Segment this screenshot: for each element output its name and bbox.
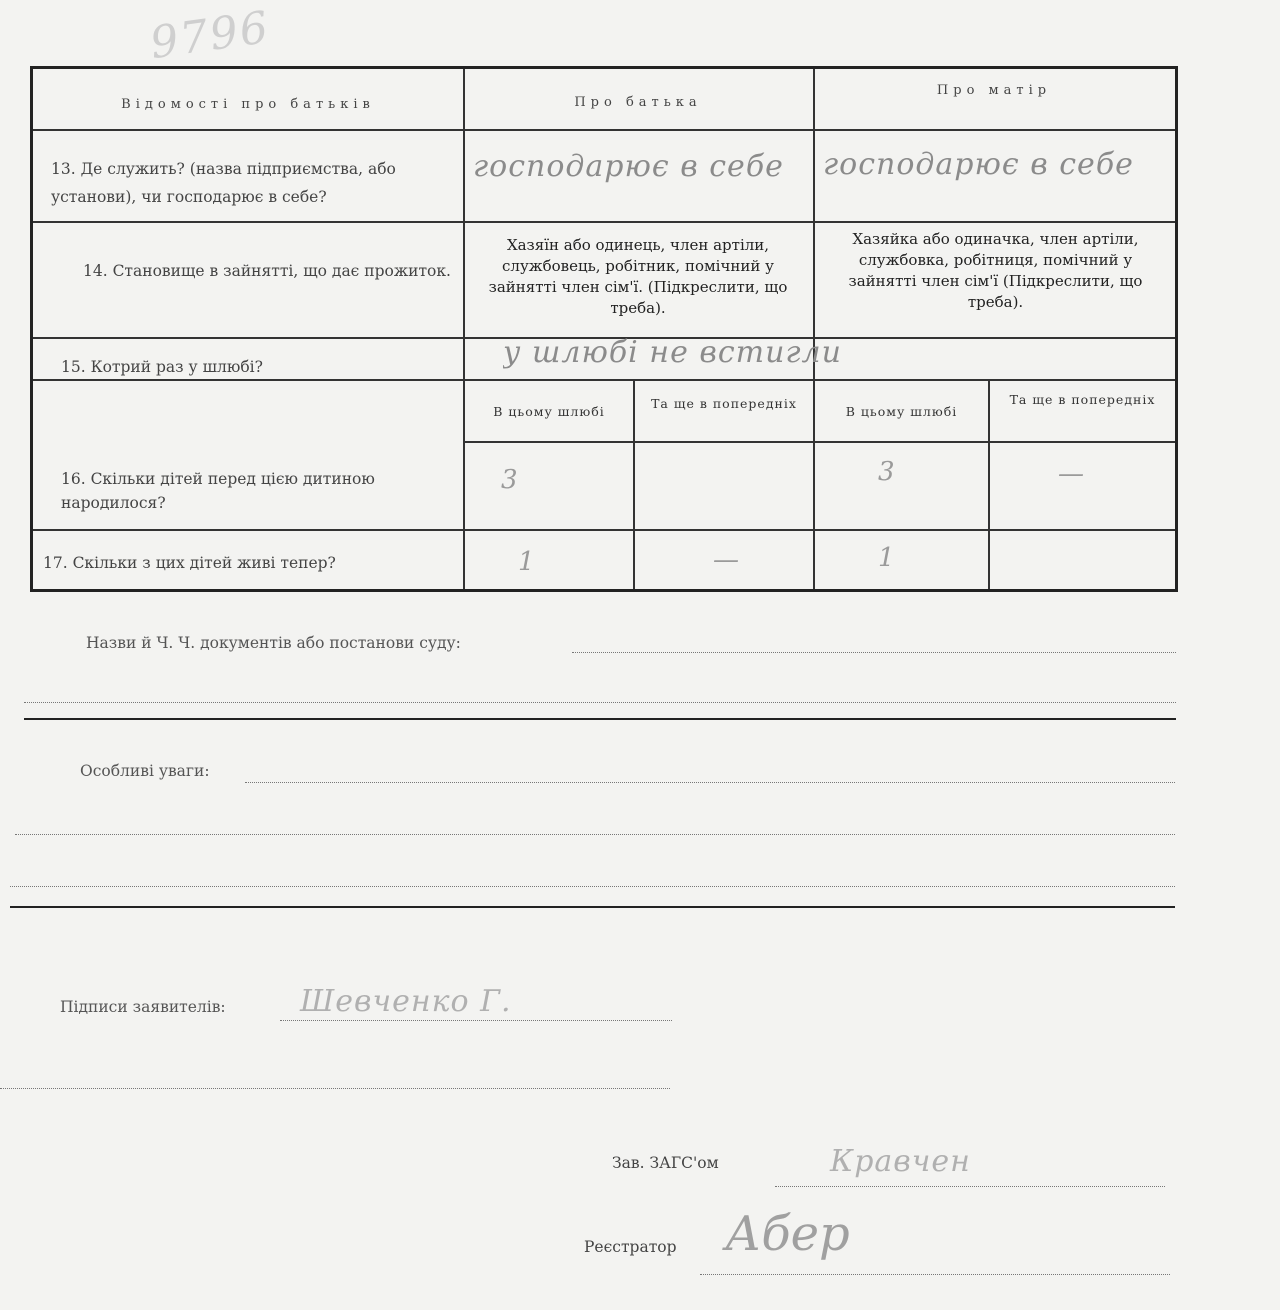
q17-father-current: 1 [518, 547, 535, 577]
zags-head-label: Зав. ЗАГС'ом [612, 1154, 719, 1172]
table-divider [463, 69, 465, 589]
section-divider [24, 718, 1176, 720]
subheader-father-current: В цьому шлюбі [493, 404, 605, 419]
q14-mother-options: Хазяйка або одиначка, член артіли, службовка, робітниця, помічний у зайнятті член сім'ї (Підкреслити, що треба). [848, 230, 1143, 311]
q14-father-options: Хазяїн або одинець, член артіли, службовець, робітник, помічний у зайнятті член сім'ї. (Підкреслити, що треба). [488, 236, 788, 317]
table-divider [463, 441, 1175, 443]
applicant-signature-label: Підписи заявителів: [60, 998, 226, 1016]
applicant-signature-line [280, 1020, 672, 1021]
remarks-label: Особливі уваги: [80, 762, 210, 780]
q14-label: 14. Становище в зайнятті, що дає прожиток. [83, 262, 451, 280]
documents-label: Назви й Ч. Ч. документів або постанови суду: [86, 634, 461, 652]
section-divider [10, 906, 1175, 908]
table-divider [33, 129, 1175, 131]
q13-label: 13. Де служить? (назва підприємства, або установи), чи господарює в себе? [51, 160, 396, 206]
documents-line [572, 652, 1176, 653]
table-divider [813, 69, 815, 589]
subheader-mother-current: В цьому шлюбі [845, 404, 958, 419]
pencil-note: 9796 [147, 1, 273, 70]
q17-father-previous: — [713, 545, 739, 575]
q16-mother-previous: — [1058, 459, 1084, 489]
q16-label: 16. Скільки дітей перед цією дитиною народилося? [61, 470, 375, 512]
zags-signature-line [775, 1186, 1165, 1187]
documents-line [24, 702, 1176, 703]
q13-mother-answer: господарює в себе [823, 147, 1134, 182]
table-divider [33, 529, 1175, 531]
q16-father-current: 3 [501, 465, 518, 495]
subheader-mother-previous: Та ще в попередніх [1009, 392, 1156, 407]
q15-answer: у шлюбі не встигли [503, 335, 842, 370]
table-divider [988, 379, 990, 589]
header-mother: Про матір [936, 83, 1052, 98]
header-parents-info: Відомості про батьків [121, 97, 375, 112]
table-divider [33, 221, 1175, 223]
remarks-line [245, 782, 1175, 783]
q15-label: 15. Котрий раз у шлюбі? [61, 358, 263, 376]
registrar-label: Реєстратор [584, 1238, 677, 1256]
zags-head-signature: Кравчен [830, 1144, 971, 1179]
header-father: Про батька [574, 95, 702, 110]
q17-label: 17. Скільки з цих дітей живі тепер? [43, 554, 336, 572]
applicant-signature-line [0, 1088, 670, 1089]
registrar-signature-line [700, 1274, 1170, 1275]
registrar-signature: Абер [725, 1206, 850, 1262]
subheader-father-previous: Та ще в попередніх [651, 396, 797, 411]
remarks-line [15, 834, 1175, 835]
q16-mother-current: 3 [878, 457, 895, 487]
parents-info-table [30, 66, 1178, 592]
remarks-line [10, 886, 1175, 887]
applicant-signature: Шевченко Г. [300, 984, 512, 1019]
q17-mother-current: 1 [878, 543, 895, 573]
q13-father-answer: господарює в себе [473, 149, 784, 184]
